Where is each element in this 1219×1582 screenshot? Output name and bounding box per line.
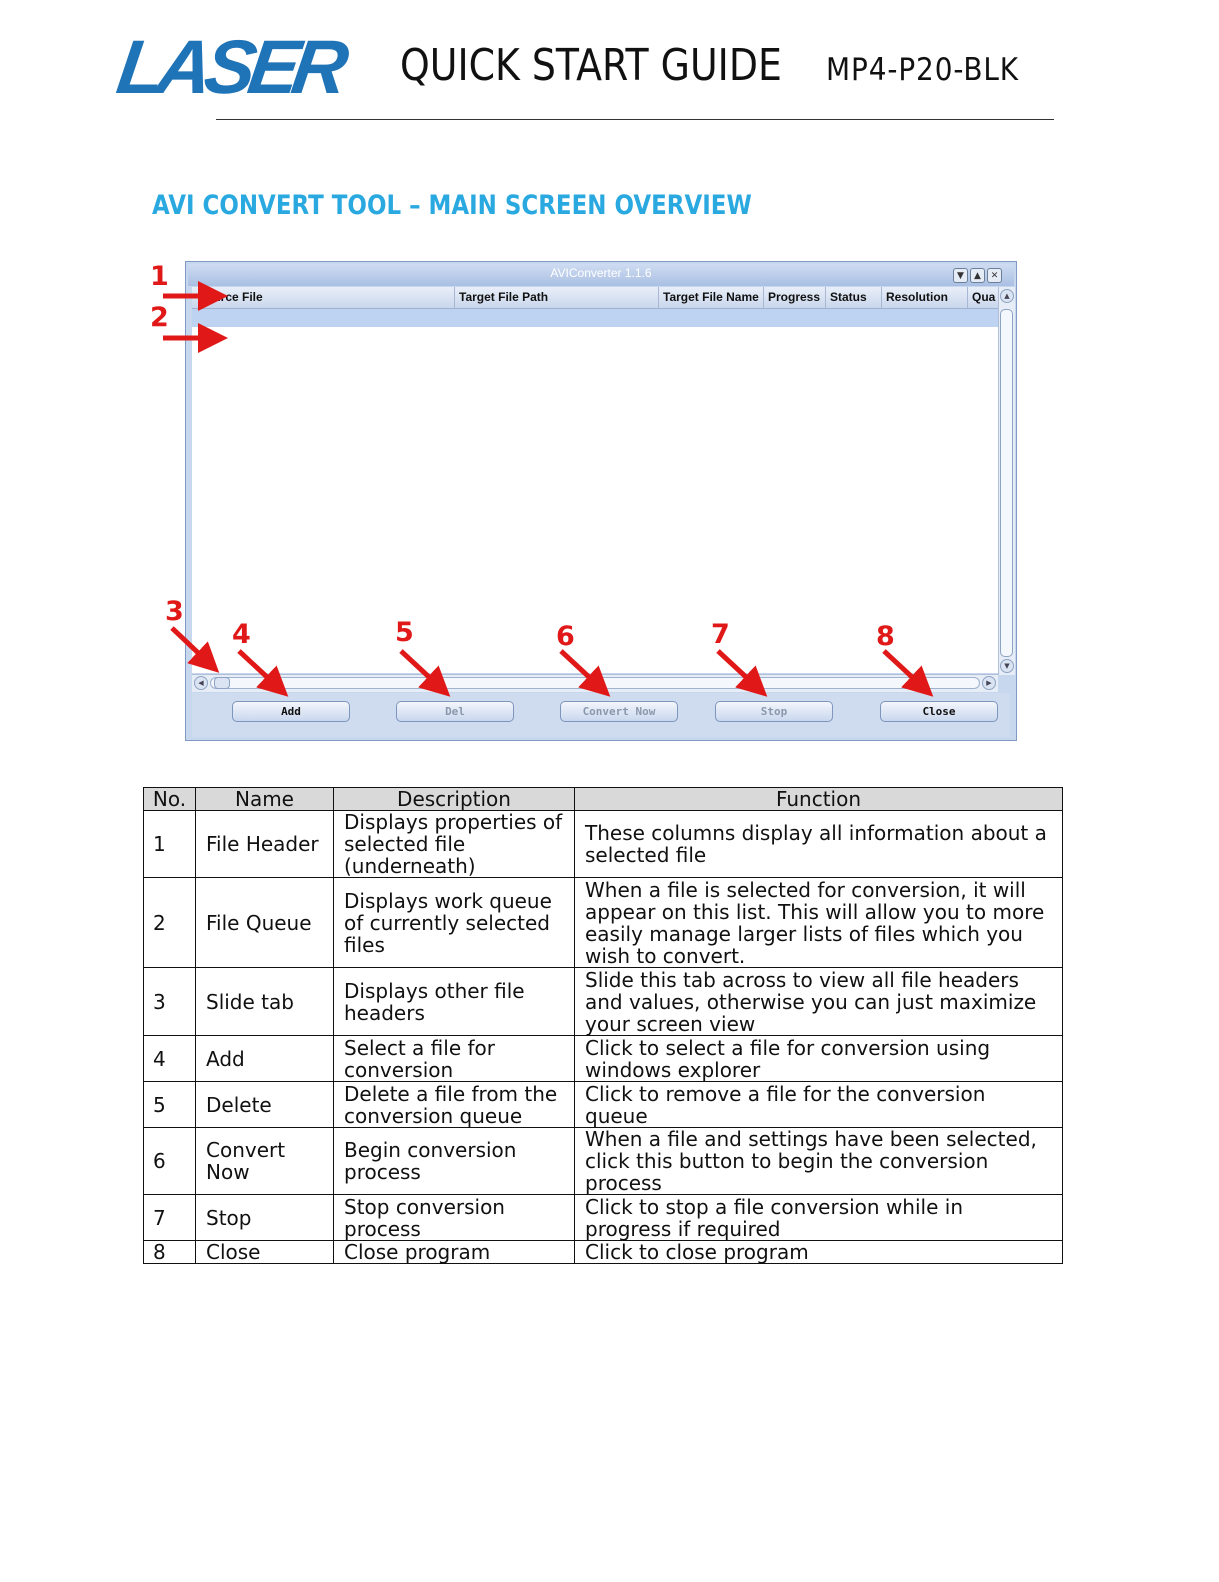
row-no: 7 [144, 1195, 196, 1241]
header-description: Description [334, 788, 575, 811]
file-queue-row[interactable] [192, 309, 998, 327]
row-no: 1 [144, 811, 196, 878]
callout-1: 1 [150, 261, 169, 292]
button-bar [192, 693, 1010, 737]
row-no: 6 [144, 1128, 196, 1195]
row-name: Slide tab [196, 968, 334, 1036]
document-title: QUICK START GUIDE [400, 40, 782, 91]
maximize-icon[interactable]: ▲ [970, 268, 985, 283]
scroll-down-icon[interactable]: ▼ [1000, 659, 1014, 673]
section-heading: AVI CONVERT TOOL – MAIN SCREEN OVERVIEW [152, 190, 752, 221]
column-target-file-path[interactable]: Target File Path [454, 287, 658, 308]
stop-button[interactable]: Stop [715, 701, 833, 722]
row-name: File Queue [196, 878, 334, 968]
column-source-file[interactable]: Source File [198, 290, 263, 304]
table-row [144, 1241, 1063, 1264]
row-no: 5 [144, 1082, 196, 1128]
vertical-scroll-thumb[interactable] [1000, 309, 1013, 657]
row-description: Displays other file headers [334, 968, 575, 1036]
scroll-left-icon[interactable]: ◀ [194, 676, 208, 690]
aviconverter-window [185, 261, 1017, 741]
window-titlebar [188, 264, 1014, 286]
row-function: When a file is selected for conversion, it will appear on this list. This will allow you to more easily manage larger lists of files which you wish to convert. [575, 878, 1063, 968]
callout-6: 6 [556, 621, 575, 652]
row-function: These columns display all information about a selected file [575, 811, 1063, 878]
callout-8: 8 [876, 621, 895, 652]
row-function: Slide this tab across to view all file headers and values, otherwise you can just maximize your screen view [575, 968, 1063, 1036]
row-no: 4 [144, 1036, 196, 1082]
window-title: AVIConverter 1.1.6 [550, 266, 652, 280]
slide-tab[interactable] [214, 677, 230, 689]
file-header [192, 287, 998, 309]
row-name: Close [196, 1241, 334, 1264]
row-name: File Header [196, 811, 334, 878]
table-row [144, 811, 1063, 878]
callout-7: 7 [711, 619, 730, 650]
row-description: Delete a file from the conversion queue [334, 1082, 575, 1128]
scroll-up-icon[interactable]: ▲ [1000, 289, 1014, 303]
table-row [144, 878, 1063, 968]
scroll-right-icon[interactable]: ▶ [982, 676, 996, 690]
table-row [144, 1195, 1063, 1241]
row-name: Stop [196, 1195, 334, 1241]
convert-now-button[interactable]: Convert Now [560, 701, 678, 722]
laser-logo [112, 25, 347, 110]
column-progress[interactable]: Progress [763, 287, 825, 308]
column-resolution[interactable]: Resolution [881, 287, 967, 308]
row-description: Displays properties of selected file (underneath) [334, 811, 575, 878]
row-no: 3 [144, 968, 196, 1036]
vertical-scrollbar[interactable] [998, 287, 1015, 675]
close-icon[interactable]: ✕ [987, 268, 1002, 283]
row-description: Begin conversion process [334, 1128, 575, 1195]
row-description: Stop conversion process [334, 1195, 575, 1241]
add-button[interactable]: Add [232, 701, 350, 722]
row-description: Displays work queue of currently selected files [334, 878, 575, 968]
callout-5: 5 [395, 617, 414, 648]
table-row [144, 968, 1063, 1036]
table-row [144, 1036, 1063, 1082]
table-row [144, 1082, 1063, 1128]
header-function: Function [575, 788, 1063, 811]
row-no: 8 [144, 1241, 196, 1264]
row-function: Click to select a file for conversion using windows explorer [575, 1036, 1063, 1082]
model-number: MP4-P20-BLK [826, 52, 1019, 88]
header-no: No. [144, 788, 196, 811]
row-function: Click to stop a file conversion while in progress if required [575, 1195, 1063, 1241]
column-target-file-name[interactable]: Target File Name [658, 287, 763, 308]
callout-2: 2 [150, 302, 169, 333]
row-name: Add [196, 1036, 334, 1082]
row-function: Click to remove a file for the conversion queue [575, 1082, 1063, 1128]
row-name: Convert Now [196, 1128, 334, 1195]
minimize-icon[interactable]: ▼ [953, 268, 968, 283]
header-name: Name [196, 788, 334, 811]
header-divider [216, 119, 1054, 120]
column-quality[interactable]: Qua [967, 287, 998, 308]
callout-4: 4 [232, 619, 251, 650]
logo-text: LASER [112, 25, 347, 110]
table-header-row [144, 788, 1063, 811]
row-description: Select a file for conversion [334, 1036, 575, 1082]
del-button[interactable]: Del [396, 701, 514, 722]
row-function: Click to close program [575, 1241, 1063, 1264]
callout-3: 3 [165, 596, 184, 627]
row-no: 2 [144, 878, 196, 968]
table-row [144, 1128, 1063, 1195]
horizontal-scroll-track[interactable] [210, 677, 980, 689]
row-function: When a file and settings have been selected, click this button to begin the conversion process [575, 1128, 1063, 1195]
row-description: Close program [334, 1241, 575, 1264]
controls-table [143, 787, 1063, 1264]
close-button[interactable]: Close [880, 701, 998, 722]
column-status[interactable]: Status [825, 287, 881, 308]
horizontal-scrollbar[interactable] [192, 674, 998, 692]
row-name: Delete [196, 1082, 334, 1128]
